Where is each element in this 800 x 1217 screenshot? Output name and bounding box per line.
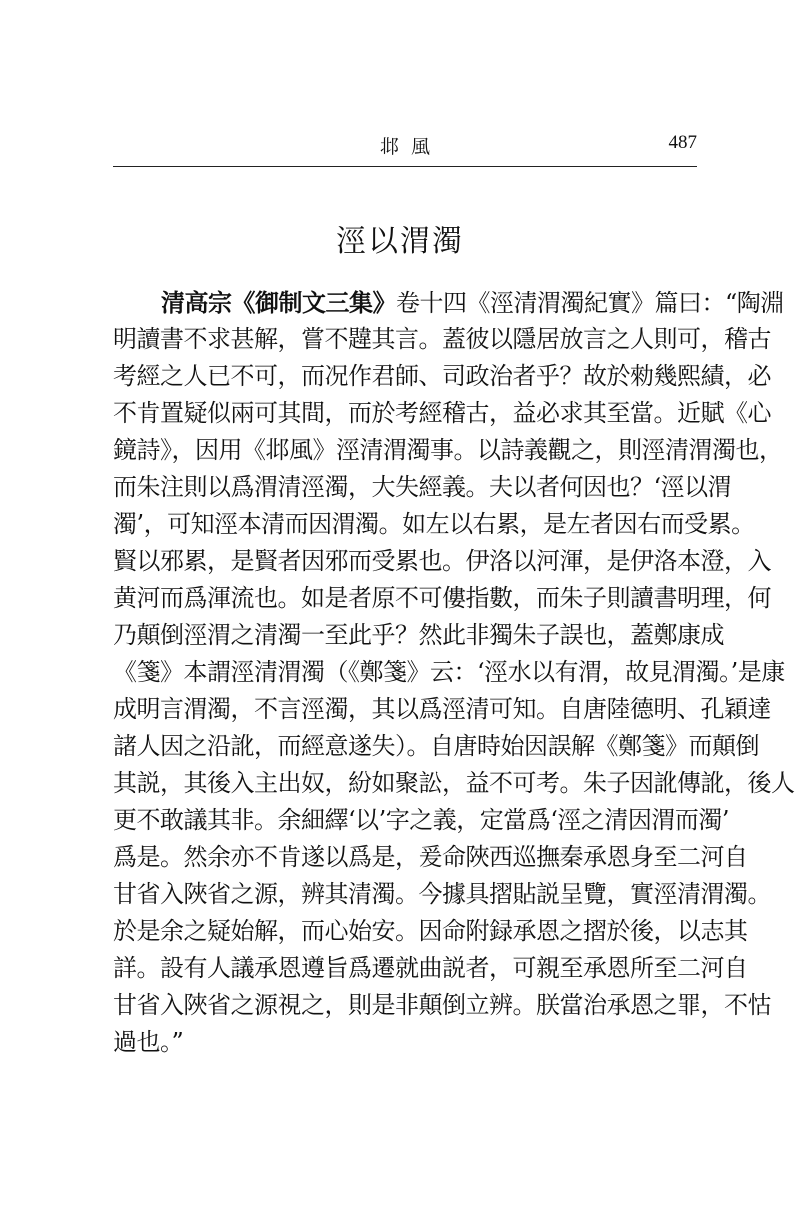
text-line: 於是余之疑始解，而心始安。因命附録承恩之摺於後，以志其 — [113, 917, 748, 945]
text-line: 諸人因之沿訛，而經意遂失）。自唐時始因誤解《鄭箋》而顛倒 — [113, 732, 759, 760]
header-title: 邶風 — [379, 136, 442, 158]
text-line — [113, 284, 784, 321]
text-line: 乃顛倒涇渭之清濁一至此乎？然此非獨朱子誤也，蓋鄭康成 — [113, 621, 724, 649]
page-number: 487 — [668, 132, 697, 153]
text-line: 詳。設有人議承恩遵旨爲遷就曲説者，可親至承恩所至二河自 — [113, 954, 748, 982]
running-header — [113, 132, 697, 164]
text-line-content: 卷十四《涇清渭濁紀實》篇曰：“陶淵 — [396, 289, 784, 317]
text-line: 更不敢議其非。余細繹‘以’字之義，定當爲‘涇之清因渭而濁’ — [113, 806, 730, 834]
text-line: 甘省入陜省之源視之，則是非顛倒立辨。朕當治承恩之罪，不怙 — [113, 991, 771, 1019]
text-line: 明讀書不求甚解，嘗不韙其言。蓋彼以隱居放言之人則可，稽古 — [113, 325, 771, 353]
text-line: 而朱注則以爲渭清涇濁，大失經義。夫以者何因也？‘涇以渭 — [113, 473, 732, 501]
text-line: 不肯置疑似兩可其間，而於考經稽古，益必求其至當。近賦《心 — [113, 399, 771, 427]
text-line: 過也。” — [113, 1028, 184, 1056]
text-line: 賢以邪累，是賢者因邪而受累也。伊洛以河渾，是伊洛本澄，入 — [113, 547, 771, 575]
text-line: 鏡詩》，因用《邶風》涇清渭濁事。以詩義觀之，則涇清渭濁也， — [113, 436, 783, 464]
section-title: 涇以渭濁 — [336, 224, 464, 259]
source-citation: 清高宗《御制文三集》 — [161, 288, 396, 317]
text-line: 其説，其後入主出奴，紛如聚訟，益不可考。朱子因訛傳訛，後人 — [113, 769, 795, 797]
text-line: 黄河而爲渾流也。如是者原不可僂指數，而朱子則讀書明理，何 — [113, 584, 771, 612]
text-line: 考經之人已不可，而况作君師、司政治者乎？故於勑幾熙績，必 — [113, 362, 771, 390]
text-line: 濁’，可知涇本清而因渭濁。如左以右累，是左者因右而受累。 — [113, 510, 755, 538]
text-line: 《箋》本謂涇清渭濁（《鄭箋》云：‘涇水以有渭，故見渭濁。’是康 — [113, 658, 785, 686]
text-line: 爲是。然余亦不肯遂以爲是，爰命陜西巡撫秦承恩身至二河自 — [113, 843, 748, 871]
body-text — [113, 284, 795, 1061]
text-line: 成明言渭濁，不言涇濁，其以爲涇清可知。自唐陸德明、孔穎達 — [113, 695, 771, 723]
text-line: 甘省入陜省之源，辨其清濁。今據具摺貼説呈覽，實涇清渭濁。 — [113, 880, 771, 908]
header-rule — [113, 166, 697, 167]
